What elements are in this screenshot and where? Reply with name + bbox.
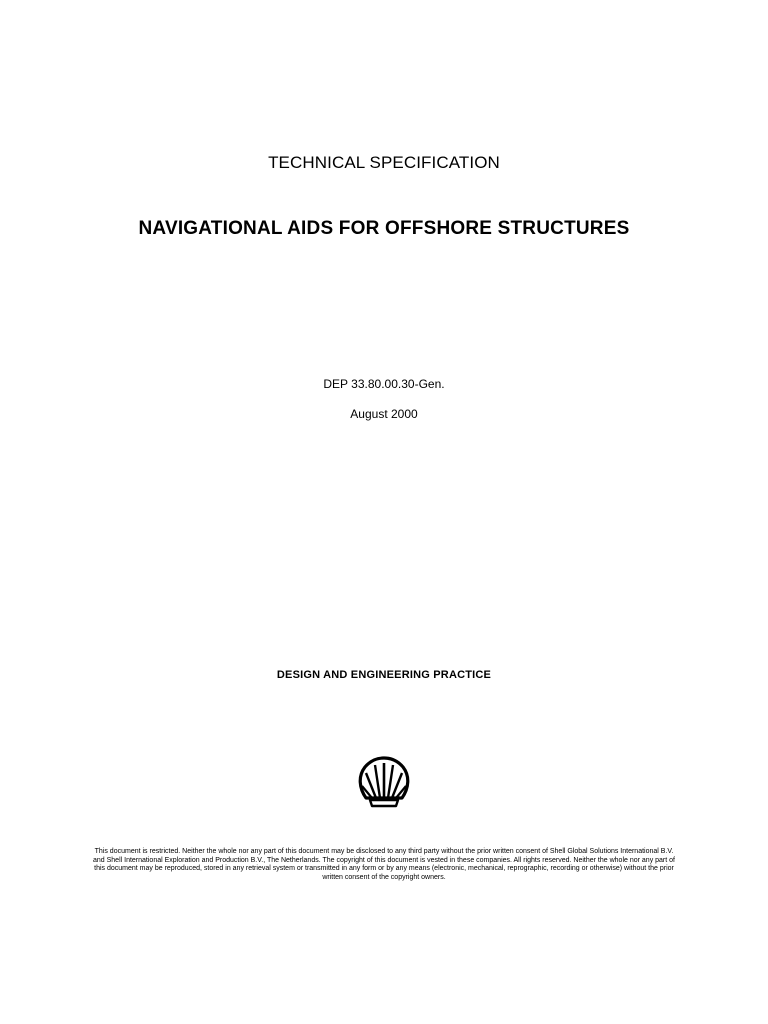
shell-pecten-icon (356, 756, 412, 808)
document-date: August 2000 (350, 407, 418, 421)
restriction-notice: This document is restricted. Neither the whole nor any part of this document may be disclosed to any third party without the prior written consent of Shell Global Solutions International B.V. and Shell International Exploration and Production B.V., The Netherlands. The copyright of this document is vested in these companies. All rights reserved. Neither the whole nor any part of this document may be reproduced, stored in any retrieval system or transmitted in any form or by any means (electronic, mechanical, reprographic, recording or otherwise) without the prior written consent of the copyright owners. (93, 848, 675, 881)
document-number: DEP 33.80.00.30-Gen. (323, 377, 445, 391)
document-series: DESIGN AND ENGINEERING PRACTICE (276, 669, 492, 681)
document-type-label: TECHNICAL SPECIFICATION (268, 153, 500, 172)
document-title: NAVIGATIONAL AIDS FOR OFFSHORE STRUCTURES (138, 218, 630, 239)
